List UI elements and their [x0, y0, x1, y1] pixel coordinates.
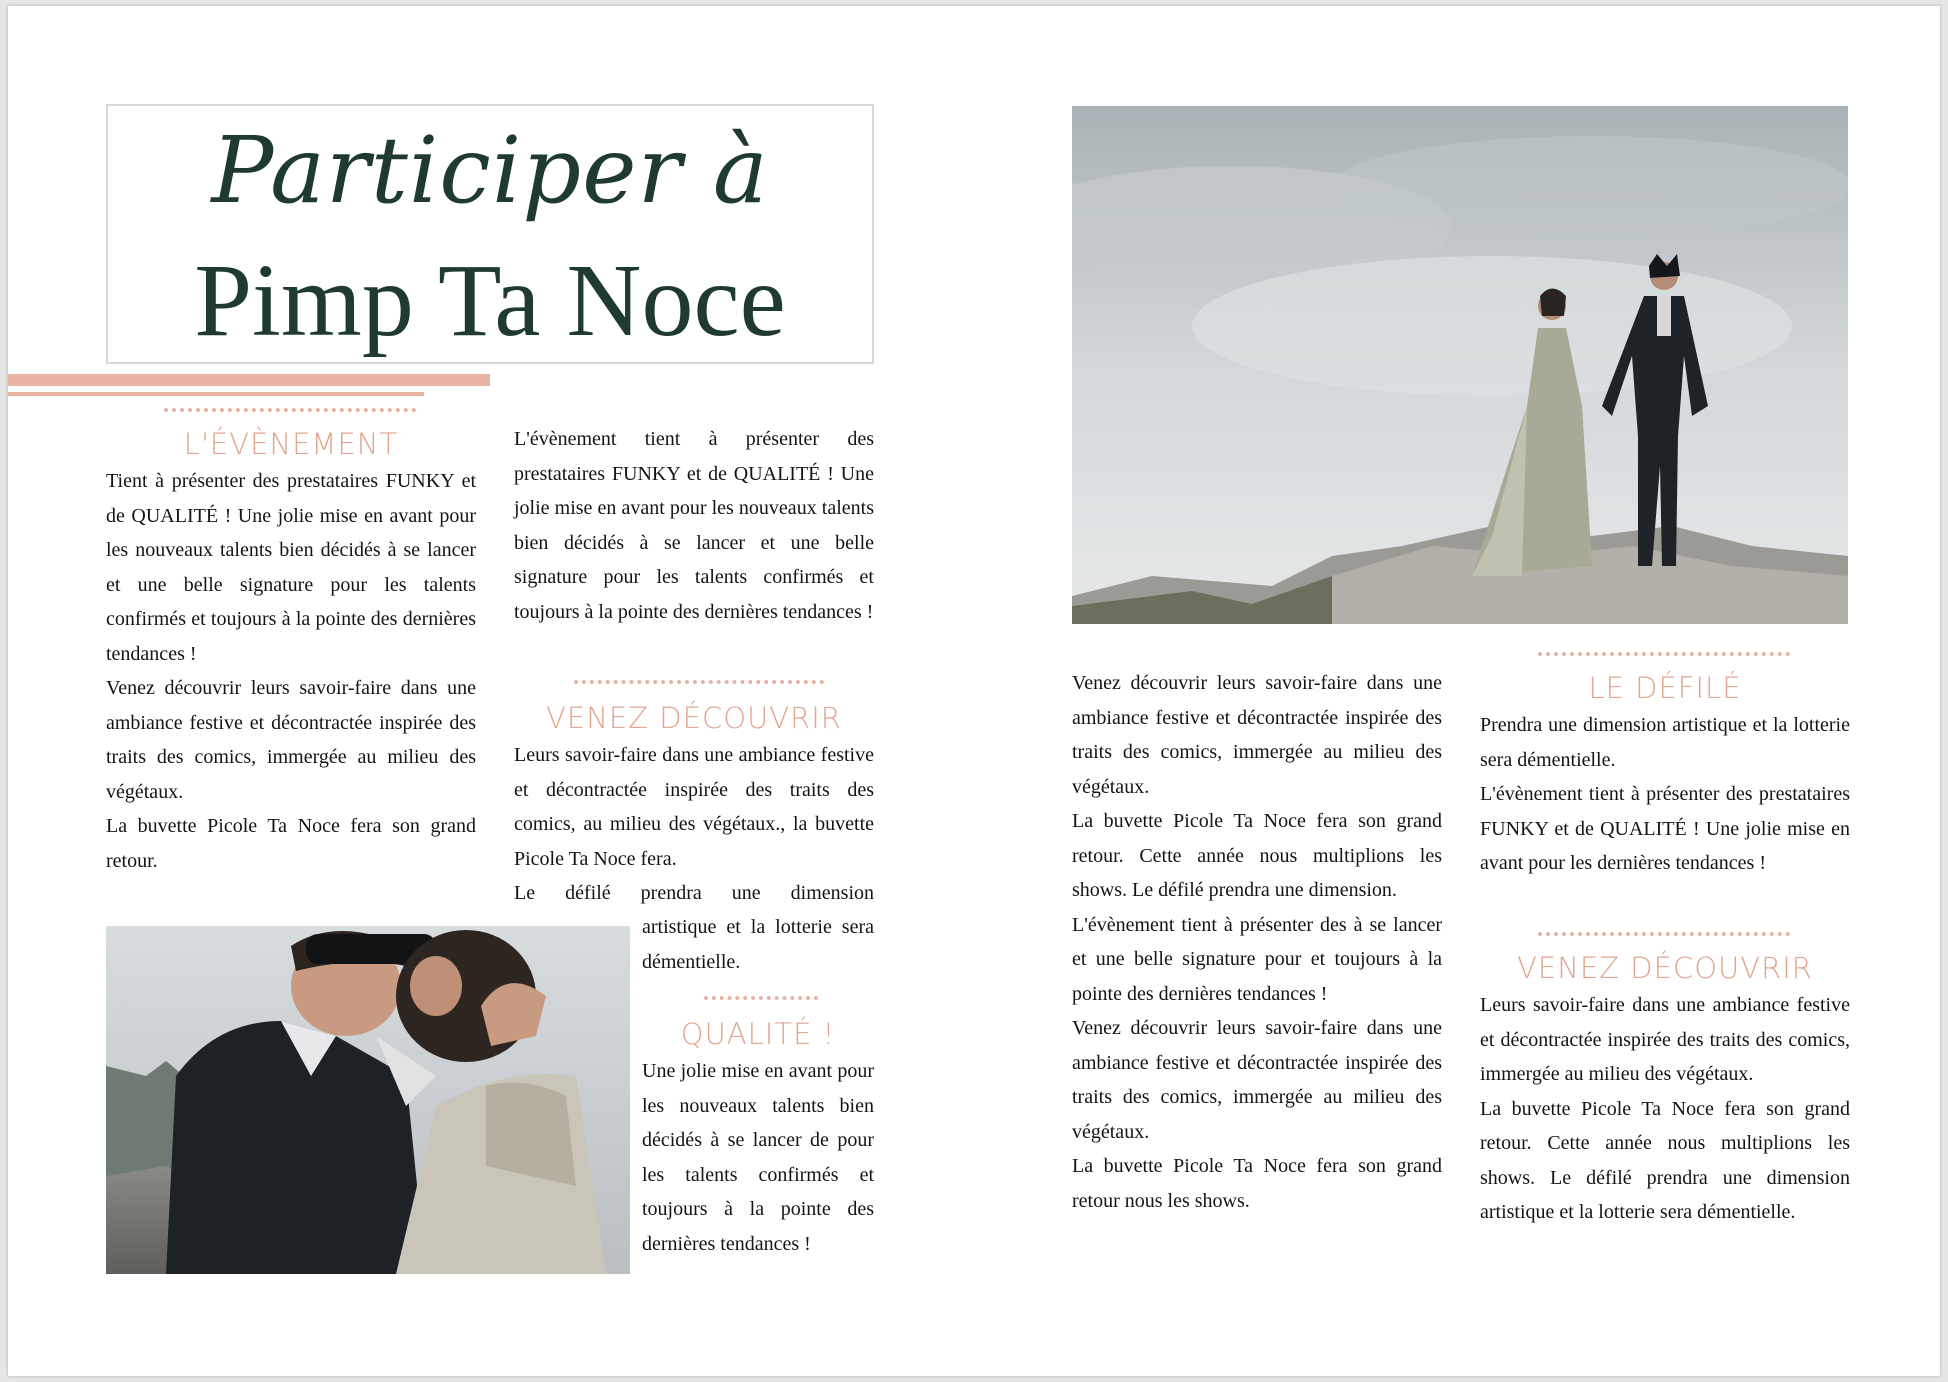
paragraph: La buvette Picole Ta Noce fera son grand retour nous les shows.	[1072, 1155, 1442, 1212]
paragraph: Venez découvrir leurs savoir-faire dans une ambiance festive et décontractée inspirée des traits des comics, immergée au milieu des végétaux.	[1072, 1017, 1442, 1143]
paragraph: La buvette Picole Ta Noce fera son grand retour.	[106, 815, 476, 872]
paragraph: Venez découvrir leurs savoir-faire dans une ambiance festive et décontractée inspirée des traits des comics, immergée au milieu des végétaux.	[1072, 672, 1442, 798]
right-col2-text	[1480, 708, 1850, 881]
photo-couple-kissing	[106, 926, 630, 1274]
paragraph: Une jolie mise en avant pour les nouveaux talents bien décidés à se lancer de pour les talents confirmés et toujours à la pointe des dernières tendances !	[642, 1060, 874, 1255]
left-col1-text	[106, 464, 476, 878]
paragraph: Tient à présenter des prestataires FUNKY et de QUALITÉ ! Une jolie mise en avant pour les nouveaux talents bien décidés à se lancer et une belle signature pour les talents confirmés et toujours à la pointe des dernières tendances !	[106, 470, 476, 665]
section-heading-qualite: QUALITÉ !	[680, 1017, 836, 1051]
paragraph: artistique et la lotterie sera démentielle.	[642, 916, 874, 973]
paragraph: L'évènement tient à présenter des prestataires FUNKY et de QUALITÉ ! Une jolie mise en avant pour les nouveaux talents bien décidés à se lancer et une belle signature pour les talents confirmés et toujours à la pointe des dernières tendances !	[514, 428, 874, 623]
paragraph: Prendra une dimension artistique et la lotterie sera démentielle.	[1480, 714, 1850, 771]
heading-dots	[574, 680, 824, 684]
paragraph: Venez découvrir leurs savoir-faire dans une ambiance festive et décontractée inspirée des traits des comics, immergée au milieu des végétaux.	[106, 677, 476, 803]
right-col1-text	[1072, 666, 1442, 1218]
left-col2-intro	[514, 422, 874, 629]
paragraph: La buvette Picole Ta Noce fera son grand retour. Cette année nous multiplions les shows. Le défilé prendra une dimension.	[1072, 810, 1442, 901]
heading-dots	[164, 408, 416, 412]
heading-dots	[1538, 932, 1790, 936]
heading-dots	[704, 996, 818, 1000]
left-col2-text-narrow	[642, 910, 874, 979]
heading-dots	[1538, 652, 1790, 656]
right-col2-text-2	[1480, 988, 1850, 1230]
section-heading-evenement: L'ÉVÈNEMENT	[183, 427, 399, 461]
page-title: Pimp Ta Noce	[194, 243, 786, 358]
paragraph: L'évènement tient à présenter des prestataires FUNKY et de QUALITÉ ! Une jolie mise en avant pour les dernières tendances !	[1480, 783, 1850, 874]
paragraph: Leurs savoir-faire dans une ambiance festive et décontractée inspirée des traits des comics, immergée au milieu des végétaux.	[1480, 994, 1850, 1085]
title-box	[106, 104, 874, 364]
pink-rule-thick	[8, 374, 490, 386]
paragraph: L'évènement tient à présenter des à se lancer et une belle signature pour et toujours à la pointe des dernières tendances !	[1072, 913, 1442, 1005]
section-heading-le-defile: LE DÉFILÉ	[1588, 671, 1742, 705]
photo-couple-on-rocks	[1072, 106, 1848, 624]
section-heading-venez-decouvrir: VENEZ DÉCOUVRIR	[546, 701, 842, 735]
paragraph: Leurs savoir-faire dans une ambiance festive et décontractée inspirée des traits des comics, au milieu des végétaux., la buvette Picole Ta Noce fera.	[514, 744, 874, 870]
left-col2-qualite-text	[642, 1054, 874, 1261]
left-col2-text	[514, 738, 874, 911]
title-script: Participer à	[211, 117, 769, 224]
pink-rule-thin	[8, 392, 424, 396]
magazine-spread	[8, 6, 1940, 1376]
section-heading-venez-decouvrir-2: VENEZ DÉCOUVRIR	[1517, 951, 1813, 985]
paragraph: Le défilé prendra une dimension	[514, 882, 874, 904]
paragraph: La buvette Picole Ta Noce fera son grand retour. Cette année nous multiplions les shows. Le défilé prendra une dimension artistique et la lotterie sera démentielle.	[1480, 1097, 1850, 1223]
